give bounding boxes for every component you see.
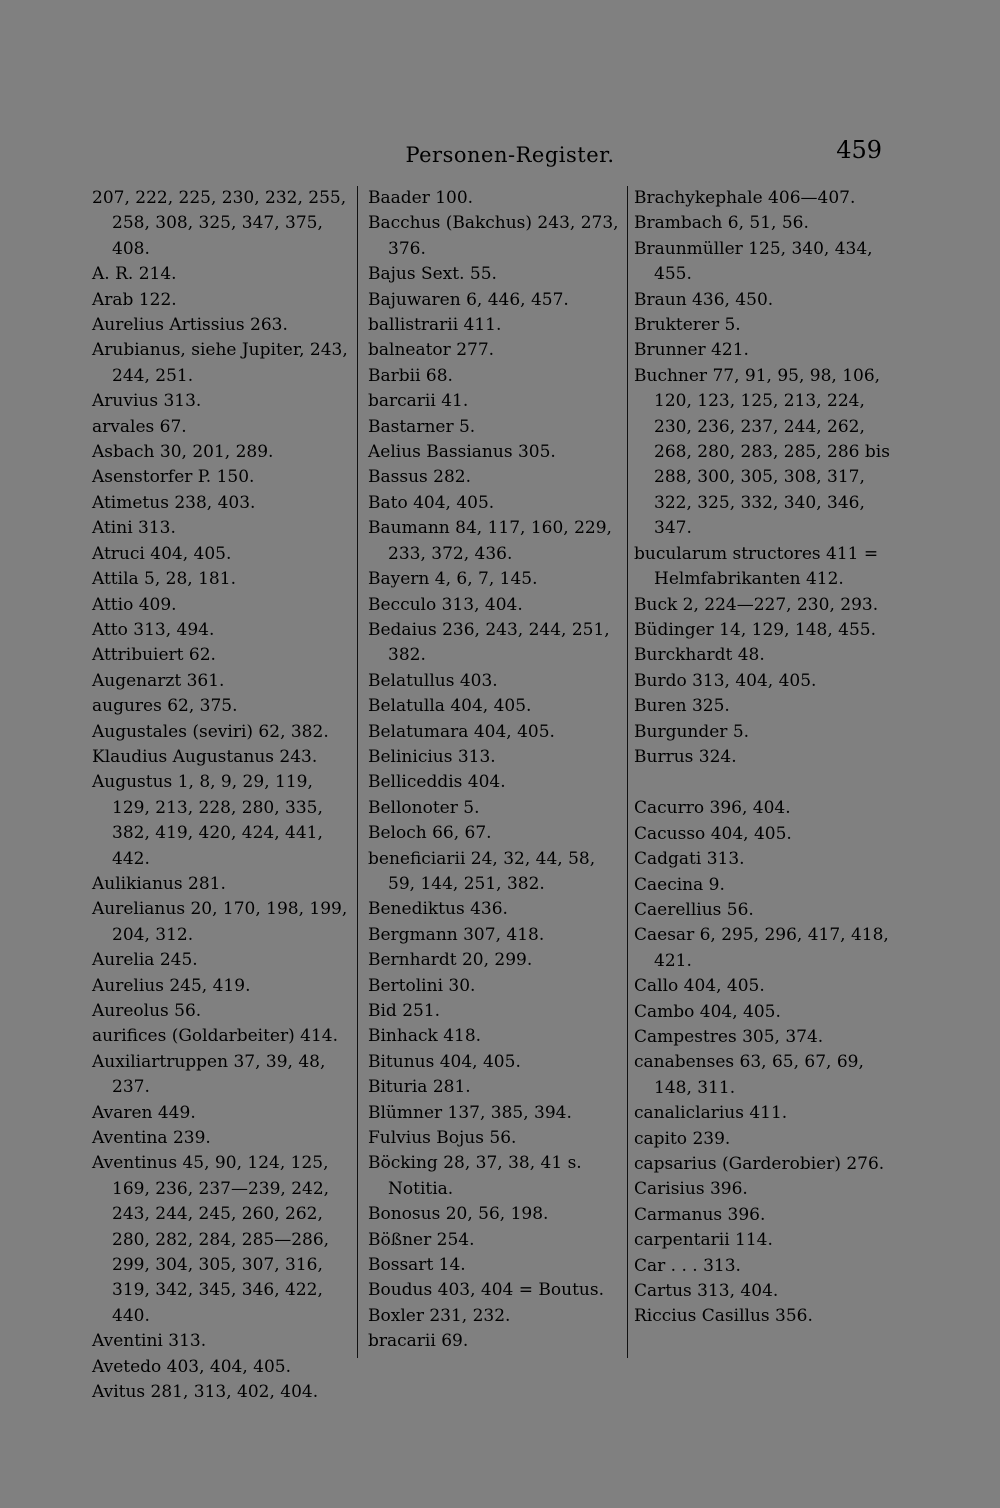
index-entry: Aelius Bassianus 305. (368, 442, 556, 463)
index-entry: Bertolini 30. (368, 975, 476, 996)
index-entry: Carisius 396. (634, 1179, 748, 1200)
page-number: 459 (836, 136, 882, 164)
index-entry: Becculo 313, 404. (368, 594, 523, 615)
index-entry: Aurelius Artissius 263. (92, 315, 288, 336)
index-entry: A. R. 214. (92, 264, 177, 285)
index-entry: Avaren 449. (92, 1102, 196, 1123)
index-entry: canaliclarius 411. (634, 1103, 788, 1124)
index-entry: Braunmüller 125, 340, 434, 455. (634, 238, 873, 285)
index-entry: Brunner 421. (634, 340, 749, 361)
index-entry: Bastarner 5. (368, 416, 476, 437)
index-entry: Bernhardt 20, 299. (368, 950, 533, 971)
index-entry: 207, 222, 225, 230, 232, 255, 258, 308, 325, 347, 375, 408. (92, 188, 347, 259)
index-entry: Aurelia 245. (92, 950, 198, 971)
index-entry: Boxler 231, 232. (368, 1305, 511, 1326)
index-entry: Bellonoter 5. (368, 797, 480, 818)
index-entry: Augenarzt 361. (92, 670, 225, 691)
index-entry: Cacusso 404, 405. (634, 823, 792, 844)
index-entry: Aruvius 313. (92, 391, 202, 412)
index-entry: Brukterer 5. (634, 315, 741, 336)
index-entry: Atruci 404, 405. (92, 543, 232, 564)
index-entry: Bid 251. (368, 1001, 441, 1021)
index-entry: Arab 122. (92, 289, 177, 310)
index-entry: Bajuwaren 6, 446, 457. (368, 289, 569, 310)
index-entry: Aurelianus 20, 170, 198, 199, 204, 312. (92, 899, 348, 945)
index-entry: Caesar 6, 295, 296, 417, 418, 421. (634, 925, 889, 971)
index-entry: Callo 404, 405. (634, 976, 765, 997)
index-entry: Benediktus 436. (368, 899, 508, 920)
index-entry: Belatumara 404, 405. (368, 721, 555, 742)
index-entry: Asbach 30, 201, 289. (92, 442, 274, 463)
index-entry: Car . . . 313. (634, 1255, 741, 1276)
index-entry: bucularum structores 411 = Helmfabrikanten 412. (634, 543, 879, 590)
index-entry: Aventini 313. (92, 1331, 207, 1352)
index-entry: Carmanus 396. (634, 1204, 766, 1225)
index-entry: ballistrarii 411. (368, 315, 502, 336)
index-entry: Caerellius 56. (634, 899, 754, 920)
index-entry: Aulikianus 281. (92, 873, 226, 894)
index-entry: barcarii 41. (368, 391, 469, 412)
index-entry: Burrus 324. (634, 746, 737, 767)
index-entry: Burgunder 5. (634, 721, 750, 742)
index-entry: Bassus 282. (368, 467, 472, 488)
index-entry: Arubianus, siehe Jupiter, 243, 244, 251. (92, 340, 348, 386)
index-entry: Barbii 68. (368, 365, 453, 386)
running-head: Personen-Register. (405, 143, 615, 167)
index-entry: Klaudius Augustanus 243. (92, 746, 318, 767)
index-entry: Buck 2, 224—227, 230, 293. (634, 594, 879, 615)
index-entry: Belatulla 404, 405. (368, 696, 532, 717)
index-entry: Burckhardt 48. (634, 645, 765, 666)
index-entry: Baader 100. (368, 188, 474, 208)
index-entry: Böcking 28, 37, 38, 41 s. Notitia. (368, 1153, 582, 1199)
index-entry: Baumann 84, 117, 160, 229, 233, 372, 436. (368, 518, 612, 564)
index-entry: Binhack 418. (368, 1026, 482, 1047)
index-entry: Bajus Sext. 55. (368, 264, 497, 285)
index-entry: Beloch 66, 67. (368, 823, 492, 844)
index-entry: Buren 325. (634, 696, 730, 717)
index-column-2 (368, 186, 623, 1355)
index-entry: Caecina 9. (634, 874, 725, 895)
index-entry: Büdinger 14, 129, 148, 455. (634, 619, 876, 640)
index-entry: capito 239. (634, 1128, 731, 1149)
index-entry: Campestres 305, 374. (634, 1027, 824, 1047)
index-entry: Cambo 404, 405. (634, 1001, 781, 1022)
index-entry: Cartus 313, 404. (634, 1281, 779, 1302)
index-section-b (634, 186, 900, 770)
index-entry: Bößner 254. (368, 1229, 475, 1250)
index-entry: Bonosus 20, 56, 198. (368, 1204, 549, 1225)
index-entry: Boudus 403, 404 = Boutus. (368, 1280, 604, 1301)
column-divider (627, 186, 628, 1358)
index-entry: Cadgati 313. (634, 849, 745, 870)
index-entry: Bituria 281. (368, 1077, 471, 1098)
index-entry: canabenses 63, 65, 67, 69, 148, 311. (634, 1052, 864, 1098)
index-entry: Bergmann 307, 418. (368, 924, 545, 945)
index-entry: Burdo 313, 404, 405. (634, 670, 817, 691)
index-entry: Fulvius Bojus 56. (368, 1128, 517, 1149)
index-entry: Bitunus 404, 405. (368, 1051, 521, 1072)
index-entry: Bato 404, 405. (368, 492, 495, 513)
index-entry: Attribuiert 62. (92, 645, 216, 666)
index-entry: Aventinus 45, 90, 124, 125, 169, 236, 237—239, 242, 243, 244, 245, 260, 262, 280, 282, 284, 285—286, 299, 304, 305, 307, 316, 319, 342, 345, 346, 422, 440. (92, 1153, 330, 1326)
index-entry: aurifices (Goldarbeiter) 414. (92, 1026, 339, 1047)
index-entry: Aurelius 245, 419. (92, 975, 251, 996)
index-entry: arvales 67. (92, 416, 187, 437)
index-entry: Belliceddis 404. (368, 772, 506, 793)
index-entry: Auxiliartruppen 37, 39, 48, 237. (92, 1051, 326, 1098)
index-entry: carpentarii 114. (634, 1230, 773, 1251)
index-entry: Aventina 239. (92, 1128, 211, 1149)
index-entry: Blümner 137, 385, 394. (368, 1102, 572, 1123)
index-entry: Attila 5, 28, 181. (92, 569, 236, 590)
index-entry: Atto 313, 494. (92, 619, 215, 640)
index-entry: bracarii 69. (368, 1331, 469, 1352)
index-entry: Buchner 77, 91, 95, 98, 106, 120, 123, 125, 213, 224, 230, 236, 237, 244, 262, 268, 280, 283, 285, 286 bis 288, 300, 305, 308, 317, 322, 325, 332, 340, 346, 347. (634, 365, 890, 539)
index-entry: Braun 436, 450. (634, 289, 774, 310)
index-entry: Avetedo 403, 404, 405. (92, 1356, 292, 1377)
index-entry: balneator 277. (368, 340, 495, 361)
index-entry: Belatullus 403. (368, 670, 498, 691)
index-entry: Riccius Casillus 356. (634, 1306, 813, 1327)
index-entry: Bossart 14. (368, 1255, 466, 1276)
index-entry: Atini 313. (92, 518, 176, 539)
index-entry: Asenstorfer P. 150. (92, 467, 255, 488)
index-entry: Bacchus (Bakchus) 243, 273, 376. (368, 213, 619, 259)
index-column-3 (634, 186, 900, 1330)
index-column-1 (92, 186, 350, 1406)
index-entry: Bedaius 236, 243, 244, 251, 382. (368, 619, 610, 666)
index-entry: capsarius (Garderobier) 276. (634, 1154, 885, 1175)
index-entry: Avitus 281, 313, 402, 404. (92, 1382, 319, 1403)
column-divider (357, 186, 358, 1358)
index-entry: beneficiarii 24, 32, 44, 58, 59, 144, 251, 382. (368, 848, 596, 894)
index-entry: Attio 409. (92, 594, 177, 615)
index-entry: Bayern 4, 6, 7, 145. (368, 569, 538, 590)
index-entry: Brambach 6, 51, 56. (634, 213, 809, 234)
index-entry: augures 62, 375. (92, 696, 238, 717)
index-entry: Brachykephale 406—407. (634, 188, 856, 208)
index-entry: Augustus 1, 8, 9, 29, 119, 129, 213, 228, 280, 335, 382, 419, 420, 424, 441, 442. (92, 772, 323, 869)
index-entry: Atimetus 238, 403. (92, 492, 256, 513)
index-section-c (634, 796, 900, 1330)
index-entry: Aureolus 56. (92, 1001, 202, 1021)
section-gap (634, 770, 900, 796)
index-entry: Augustales (seviri) 62, 382. (92, 721, 329, 742)
index-entry: Belinicius 313. (368, 746, 496, 767)
index-entry: Cacurro 396, 404. (634, 798, 791, 819)
